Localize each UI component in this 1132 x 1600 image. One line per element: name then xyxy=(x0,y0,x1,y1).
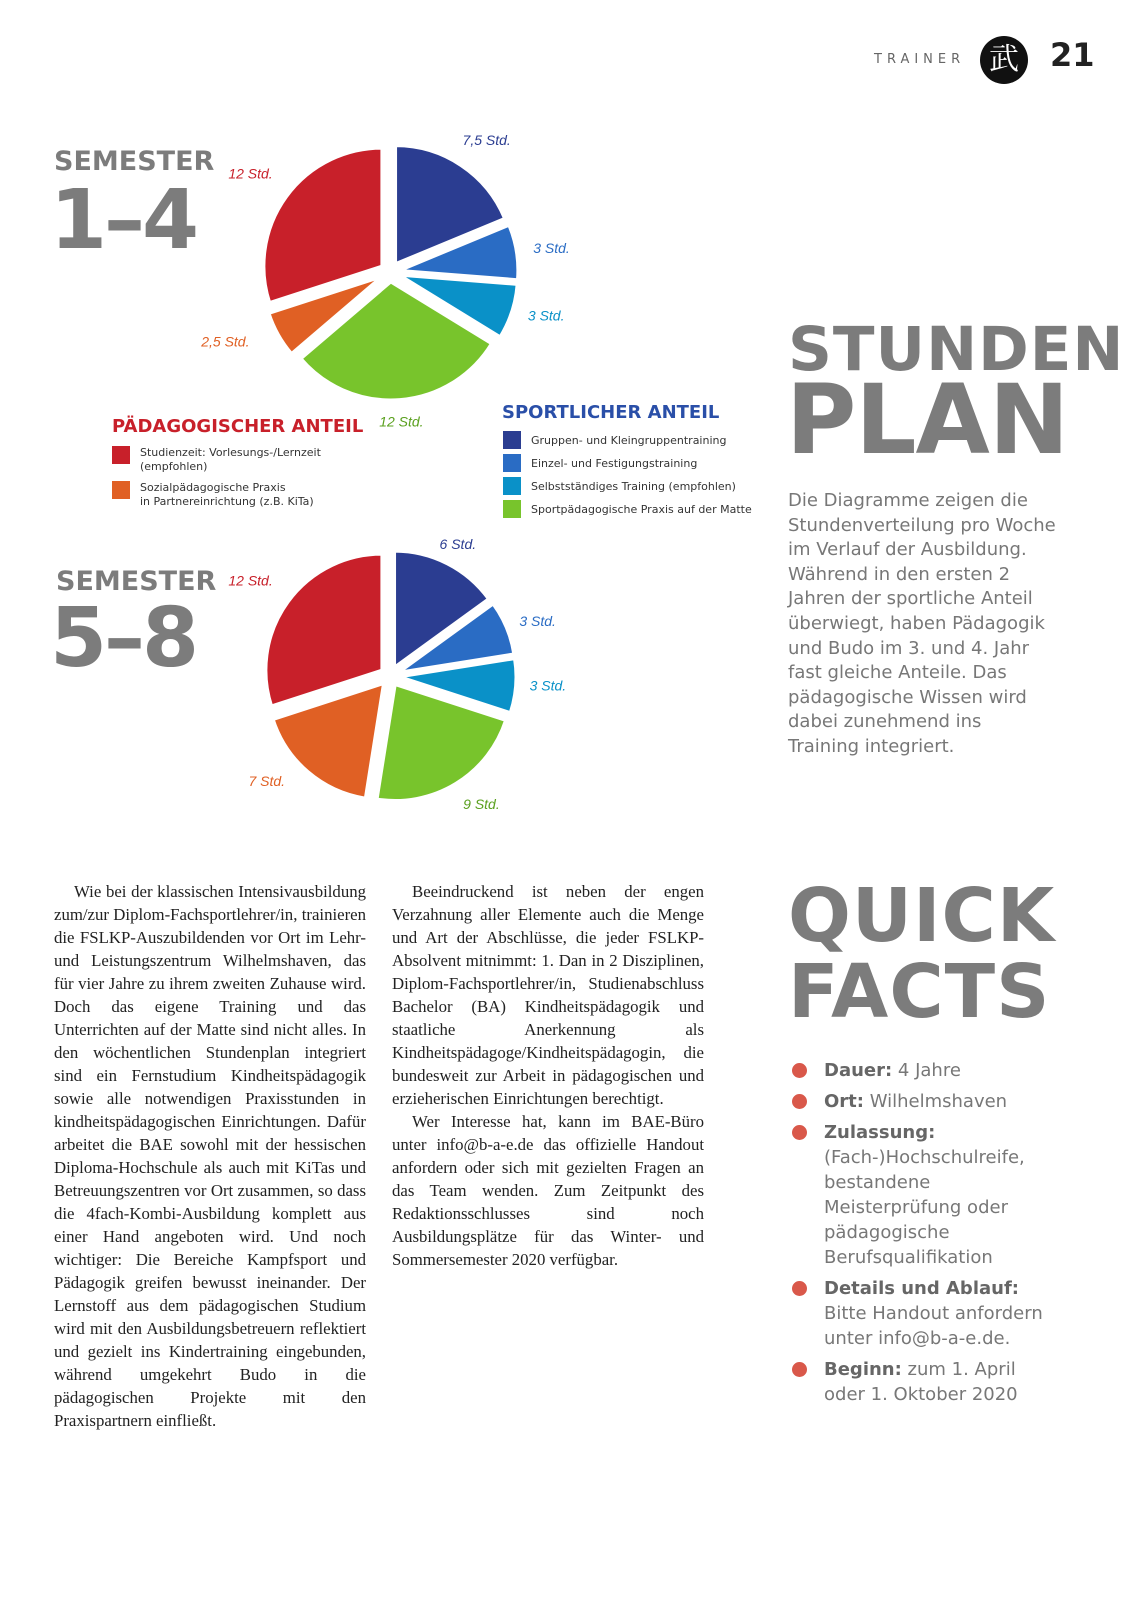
legend-swatch-gruppentraining xyxy=(503,431,521,449)
pie-slice-label-4: 7 Std. xyxy=(248,773,286,790)
legend-item-studienzeit-line1: Studienzeit: Vorlesungs-/Lernzeit xyxy=(140,446,321,459)
stundenplan-heading-line2: PLAN xyxy=(786,364,1069,476)
quickfact-key: Zulassung: xyxy=(824,1122,936,1143)
legend-item-mattenpraxis: Sportpädagogische Praxis auf der Matte xyxy=(531,503,752,516)
pie-slice-5 xyxy=(266,554,382,706)
page-number: 21 xyxy=(1050,36,1095,74)
pie-slice-label-5: 12 Std. xyxy=(228,165,273,182)
stundenplan-heading-line1: STUNDEN xyxy=(788,314,1125,385)
legend-item-selbststaendig: Selbstständiges Training (empfohlen) xyxy=(531,480,736,493)
legend-swatch-studienzeit xyxy=(112,446,130,464)
pie-slice-label-5: 12 Std. xyxy=(228,572,273,589)
semester-2-label: SEMESTER xyxy=(56,566,217,597)
legend-paed-title: PÄDAGOGISCHER ANTEIL xyxy=(112,416,364,437)
legend-item-sozialpraxis-line1: Sozialpädagogische Praxis xyxy=(140,481,286,494)
budo-logo-icon: 武 xyxy=(980,36,1028,84)
pie-slice-label-2: 3 Std. xyxy=(529,677,567,694)
quickfact-value: Bitte Handout anfordern unter info@b-a-e.de. xyxy=(824,1303,1043,1349)
section-label: TRAINER xyxy=(874,52,966,67)
legend-sport-title: SPORTLICHER ANTEIL xyxy=(502,402,720,423)
legend-item-gruppentraining: Gruppen- und Kleingruppentraining xyxy=(531,434,727,447)
bullet-icon xyxy=(792,1281,807,1296)
bullet-icon xyxy=(792,1094,807,1109)
pie-slice-label-1: 3 Std. xyxy=(533,240,570,257)
article-column-1 xyxy=(54,880,366,1432)
pie-slice-label-2: 3 Std. xyxy=(527,307,565,324)
quickfact-beginn xyxy=(792,1357,1052,1407)
article-paragraph-2: Beeindruckend ist neben der engen Verzahnung aller Elemente auch die Menge und Art der Abschlüsse, die jeder FSLKP-Absolvent mitnimmt: 1. Dan in 2 Disziplinen, Diplom-Fachsportlehrer/in, Studienabschluss Bachelor (BA) Kindheitspädagogik und staatliche Anerkennung als Kindheitspädagoge/Kindheitspädagogin, die bundesweit zur Arbeit in pädagogischen und erzieherischen Einrichtungen berechtigt. xyxy=(392,882,704,1108)
pie-chart-semester-5-8 xyxy=(228,536,566,812)
legend-item-studienzeit-line2: (empfohlen) xyxy=(140,460,208,473)
pie-slice-label-4: 2,5 Std. xyxy=(201,333,250,350)
quickfact-details xyxy=(792,1276,1052,1351)
quickfacts-heading-line2: FACTS xyxy=(788,949,1051,1035)
quickfacts-heading-line1: QUICK xyxy=(788,873,1056,959)
pie-slice-label-3: 9 Std. xyxy=(463,796,500,813)
article-paragraph-1: Wie bei der klassischen Intensivausbildung zum/zur Diplom-Fachsportlehrer/in, trainieren die FSLKP-Auszubildenden vor Ort im Lehr- und Leistungszentrum Wilhelmshaven, das für vier Jahre zu ihrem zweiten Zuhause wird. Doch das eigene Training und das Unterrichten auf der Matte sind nicht alles. In den wöchentlichen Stundenplan integriert sind ein Fernstudium Kindheitspädagogik sowie alle notwendigen Praxisstunden in kindheitspädagogischen Einrichtungen. Dafür arbeitet die BAE sowohl mit der hessischen Diploma-Hochschule als auch mit KiTas und Betreuungszentren vor Ort zusammen, so dass die 4fach-Kombi-Ausbildung komplett aus einer Hand angeboten wird. Und noch wichtiger: Die Bereiche Kampfsport und Pädagogik greifen bewusst ineinander. Der Lernstoff aus dem pädagogischen Studium wird mit den Ausbildungsbetreuern reflektiert und gezielt ins Kindertraining eingebunden, während umgekehrt Budo in die pädagogischen Projekte mit den Praxispartnern einfließt. xyxy=(54,882,366,1430)
bullet-icon xyxy=(792,1063,807,1078)
pie-slice-label-0: 6 Std. xyxy=(439,535,477,552)
legend-item-studienzeit xyxy=(140,446,321,474)
quickfact-zulassung xyxy=(792,1120,1052,1270)
bullet-icon xyxy=(792,1125,807,1140)
legend-swatch-sozialpraxis xyxy=(112,481,130,499)
semester-2-range: 5–8 xyxy=(50,591,197,686)
pie-slice-label-1: 3 Std. xyxy=(519,613,556,630)
article-column-2 xyxy=(392,880,704,1271)
legend-swatch-mattenpraxis xyxy=(503,500,521,518)
quickfact-dauer xyxy=(792,1058,1052,1083)
bullet-icon xyxy=(792,1362,807,1377)
quickfact-key: Beginn: xyxy=(824,1359,902,1380)
article-paragraph-3: Wer Interesse hat, kann im BAE-Büro unter info@b-a-e.de das offizielle Handout anfordern oder sich mit gezielten Fragen an das Team wenden. Zum Zeitpunkt des Redaktionsschlusses sind noch Ausbildungsplätze für das Winter- und Sommersemester 2020 verfügbar. xyxy=(392,1112,704,1269)
quickfact-value: (Fach-)Hochschulreife, bestandene Meisterprüfung oder pädagogische Berufsqualifikation xyxy=(824,1147,1025,1268)
pie-chart-semester-1-4 xyxy=(200,132,570,429)
pie-slice-5 xyxy=(264,148,382,302)
legend-item-sozialpraxis xyxy=(140,481,314,509)
pie-slice-label-3: 12 Std. xyxy=(379,413,424,430)
pie-slice-label-0: 7,5 Std. xyxy=(462,132,511,149)
quickfact-key: Dauer: xyxy=(824,1060,893,1081)
legend-item-einzeltraining: Einzel- und Festigungstraining xyxy=(531,457,698,470)
legend-swatch-selbststaendig xyxy=(503,477,521,495)
semester-1-label: SEMESTER xyxy=(54,146,215,177)
quickfacts-list xyxy=(792,1058,1052,1413)
stundenplan-description: Die Diagramme zeigen die Stundenverteilung pro Woche im Verlauf der Ausbildung. Während in den ersten 2 Jahren der sportliche Anteil überwiegt, haben Pädagogik und Budo im 3. und 4. Jahr fast gleiche Anteile. Das pädagogische Wissen wird dabei zunehmend ins Training integriert. xyxy=(788,490,1056,757)
quickfact-value: Wilhelmshaven xyxy=(869,1091,1008,1112)
quickfact-key: Ort: xyxy=(824,1091,864,1112)
quickfact-value: zum 1. April oder 1. Oktober 2020 xyxy=(824,1359,1018,1405)
quickfact-ort xyxy=(792,1089,1052,1114)
legend-swatch-einzeltraining xyxy=(503,454,521,472)
legend-item-sozialpraxis-line2: in Partnereinrichtung (z.B. KiTa) xyxy=(140,495,314,508)
quickfact-value: 4 Jahre xyxy=(897,1060,961,1081)
quickfact-key: Details und Ablauf: xyxy=(824,1278,1019,1299)
semester-1-range: 1–4 xyxy=(50,173,197,268)
